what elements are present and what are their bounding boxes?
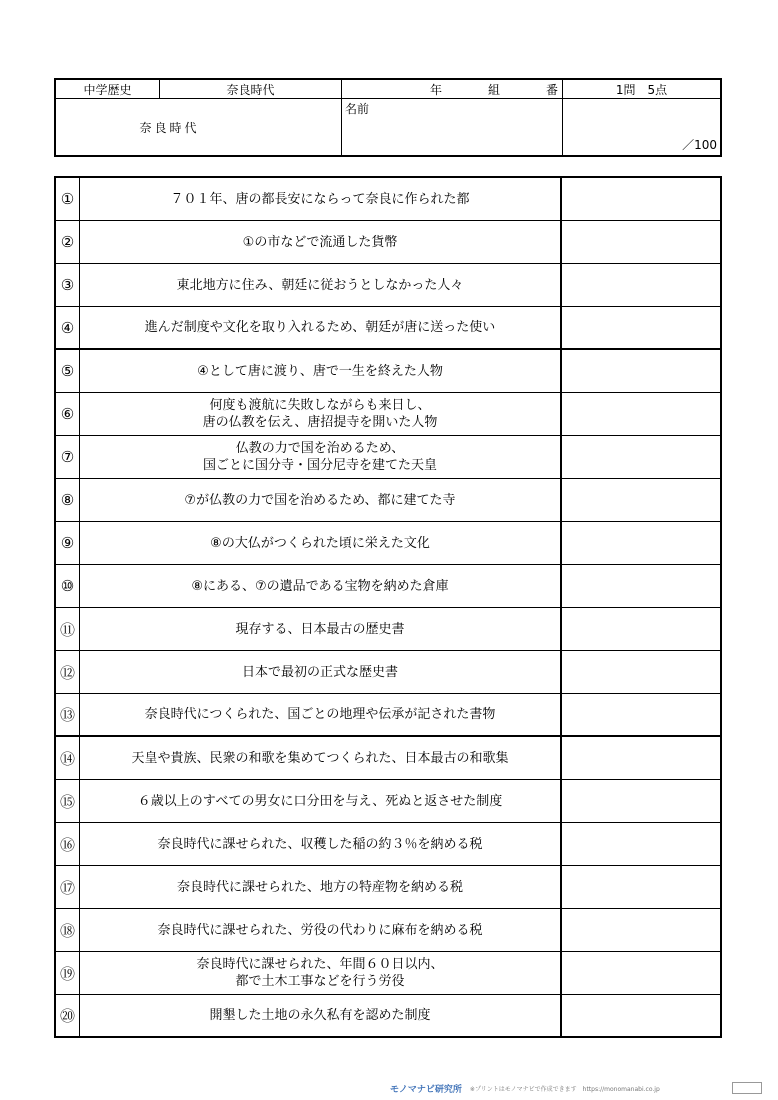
table-row [56, 178, 720, 221]
table-row [56, 479, 720, 522]
brand-logo: モノマナビ研究所 [390, 1084, 462, 1095]
question-text: 何度も渡航に失敗しながらも来日し、 唐の仏教を伝え、唐招提寺を開いた人物 [80, 393, 562, 435]
question-number: ⑭ [56, 737, 80, 779]
answer-box[interactable] [562, 178, 720, 220]
question-text: 奈良時代に課せられた、収穫した稲の約３％を納める税 [80, 823, 562, 865]
class-info [342, 80, 563, 99]
question-number: ⑲ [56, 952, 80, 994]
table-row [56, 436, 720, 479]
question-number: ⑫ [56, 651, 80, 693]
table-row [56, 264, 720, 307]
name-field[interactable] [342, 99, 563, 155]
question-text: 日本で最初の正式な歴史書 [80, 651, 562, 693]
question-number: ⑱ [56, 909, 80, 951]
question-number: ⑮ [56, 780, 80, 822]
answer-box[interactable] [562, 823, 720, 865]
answer-box[interactable] [562, 909, 720, 951]
question-text: 天皇や貴族、民衆の和歌を集めてつくられた、日本最古の和歌集 [80, 737, 562, 779]
answer-box[interactable] [562, 608, 720, 650]
answer-box[interactable] [562, 565, 720, 607]
question-text: 奈良時代に課せられた、地方の特産物を納める税 [80, 866, 562, 908]
question-number: ⑥ [56, 393, 80, 435]
answer-box[interactable] [562, 866, 720, 908]
answer-box[interactable] [562, 694, 720, 735]
question-text: 進んだ制度や文化を取り入れるため、朝廷が唐に送った使い [80, 307, 562, 348]
question-number: ② [56, 221, 80, 263]
qr-icon [732, 1082, 762, 1094]
class-label: 組 [487, 82, 500, 97]
answer-box[interactable] [562, 436, 720, 478]
question-text: 奈良時代に課せられた、労役の代わりに麻布を納める税 [80, 909, 562, 951]
question-text: 開墾した土地の永久私有を認めた制度 [80, 995, 562, 1036]
question-number: ④ [56, 307, 80, 348]
question-number: ⑩ [56, 565, 80, 607]
answer-box[interactable] [562, 264, 720, 306]
question-text: ⑧にある、⑦の遺品である宝物を納めた倉庫 [80, 565, 562, 607]
score-field[interactable] [563, 99, 720, 155]
question-number: ⑰ [56, 866, 80, 908]
table-row [56, 350, 720, 393]
question-text: 奈良時代につくられた、国ごとの地理や伝承が記された書物 [80, 694, 562, 735]
question-text: 奈良時代に課せられた、年間６０日以内、 都で土木工事などを行う労役 [80, 952, 562, 994]
answer-box[interactable] [562, 995, 720, 1036]
table-row [56, 995, 720, 1036]
question-text: ⑧の大仏がつくられた頃に栄えた文化 [80, 522, 562, 564]
answer-box[interactable] [562, 350, 720, 392]
answer-box[interactable] [562, 651, 720, 693]
table-row [56, 737, 720, 780]
question-number: ① [56, 178, 80, 220]
topic-label: 奈良時代 [160, 80, 342, 99]
question-number: ⑬ [56, 694, 80, 735]
question-number: ⑨ [56, 522, 80, 564]
answer-box[interactable] [562, 393, 720, 435]
answer-box[interactable] [562, 780, 720, 822]
question-number: ⑳ [56, 995, 80, 1036]
question-text: ④として唐に渡り、唐で一生を終えた人物 [80, 350, 562, 392]
table-row [56, 522, 720, 565]
number-label: 番 [545, 82, 558, 97]
table-row [56, 909, 720, 952]
table-row [56, 307, 720, 350]
table-row [56, 780, 720, 823]
subject-label: 中学歴史 [56, 80, 160, 99]
question-number: ⑤ [56, 350, 80, 392]
answer-box[interactable] [562, 479, 720, 521]
question-number: ③ [56, 264, 80, 306]
question-text: 現存する、日本最古の歴史書 [80, 608, 562, 650]
year-label: 年 [430, 82, 443, 97]
question-text: 仏教の力で国を治めるため、 国ごとに国分寺・国分尼寺を建てた天皇 [80, 436, 562, 478]
footer-note: ※プリントはモノマナビで作成できます https://monomanabi.co.jp [469, 1085, 660, 1093]
points-per-question: 1問 5点 [563, 80, 720, 99]
name-label: 名前 [345, 102, 370, 116]
table-row [56, 952, 720, 995]
footer [390, 1080, 770, 1096]
score-total: ／100 [682, 138, 717, 152]
question-number: ⑯ [56, 823, 80, 865]
table-row [56, 565, 720, 608]
question-text: 東北地方に住み、朝廷に従おうとしなかった人々 [80, 264, 562, 306]
question-number: ⑧ [56, 479, 80, 521]
table-row [56, 651, 720, 694]
table-row [56, 393, 720, 436]
table-row [56, 221, 720, 264]
question-text: ⑦が仏教の力で国を治めるため、都に建てた寺 [80, 479, 562, 521]
table-row [56, 694, 720, 737]
question-text: ①の市などで流通した貨幣 [80, 221, 562, 263]
table-row [56, 608, 720, 651]
answer-box[interactable] [562, 221, 720, 263]
table-row [56, 866, 720, 909]
table-row [56, 823, 720, 866]
answer-box[interactable] [562, 952, 720, 994]
question-number: ⑪ [56, 608, 80, 650]
page-title: 奈良時代 [56, 99, 342, 155]
question-number: ⑦ [56, 436, 80, 478]
answer-box[interactable] [562, 737, 720, 779]
question-table [54, 176, 722, 1038]
answer-box[interactable] [562, 307, 720, 348]
question-text: ７０１年、唐の都長安にならって奈良に作られた都 [80, 178, 562, 220]
answer-box[interactable] [562, 522, 720, 564]
question-text: ６歳以上のすべての男女に口分田を与え、死ぬと返させた制度 [80, 780, 562, 822]
worksheet-header [54, 78, 722, 157]
